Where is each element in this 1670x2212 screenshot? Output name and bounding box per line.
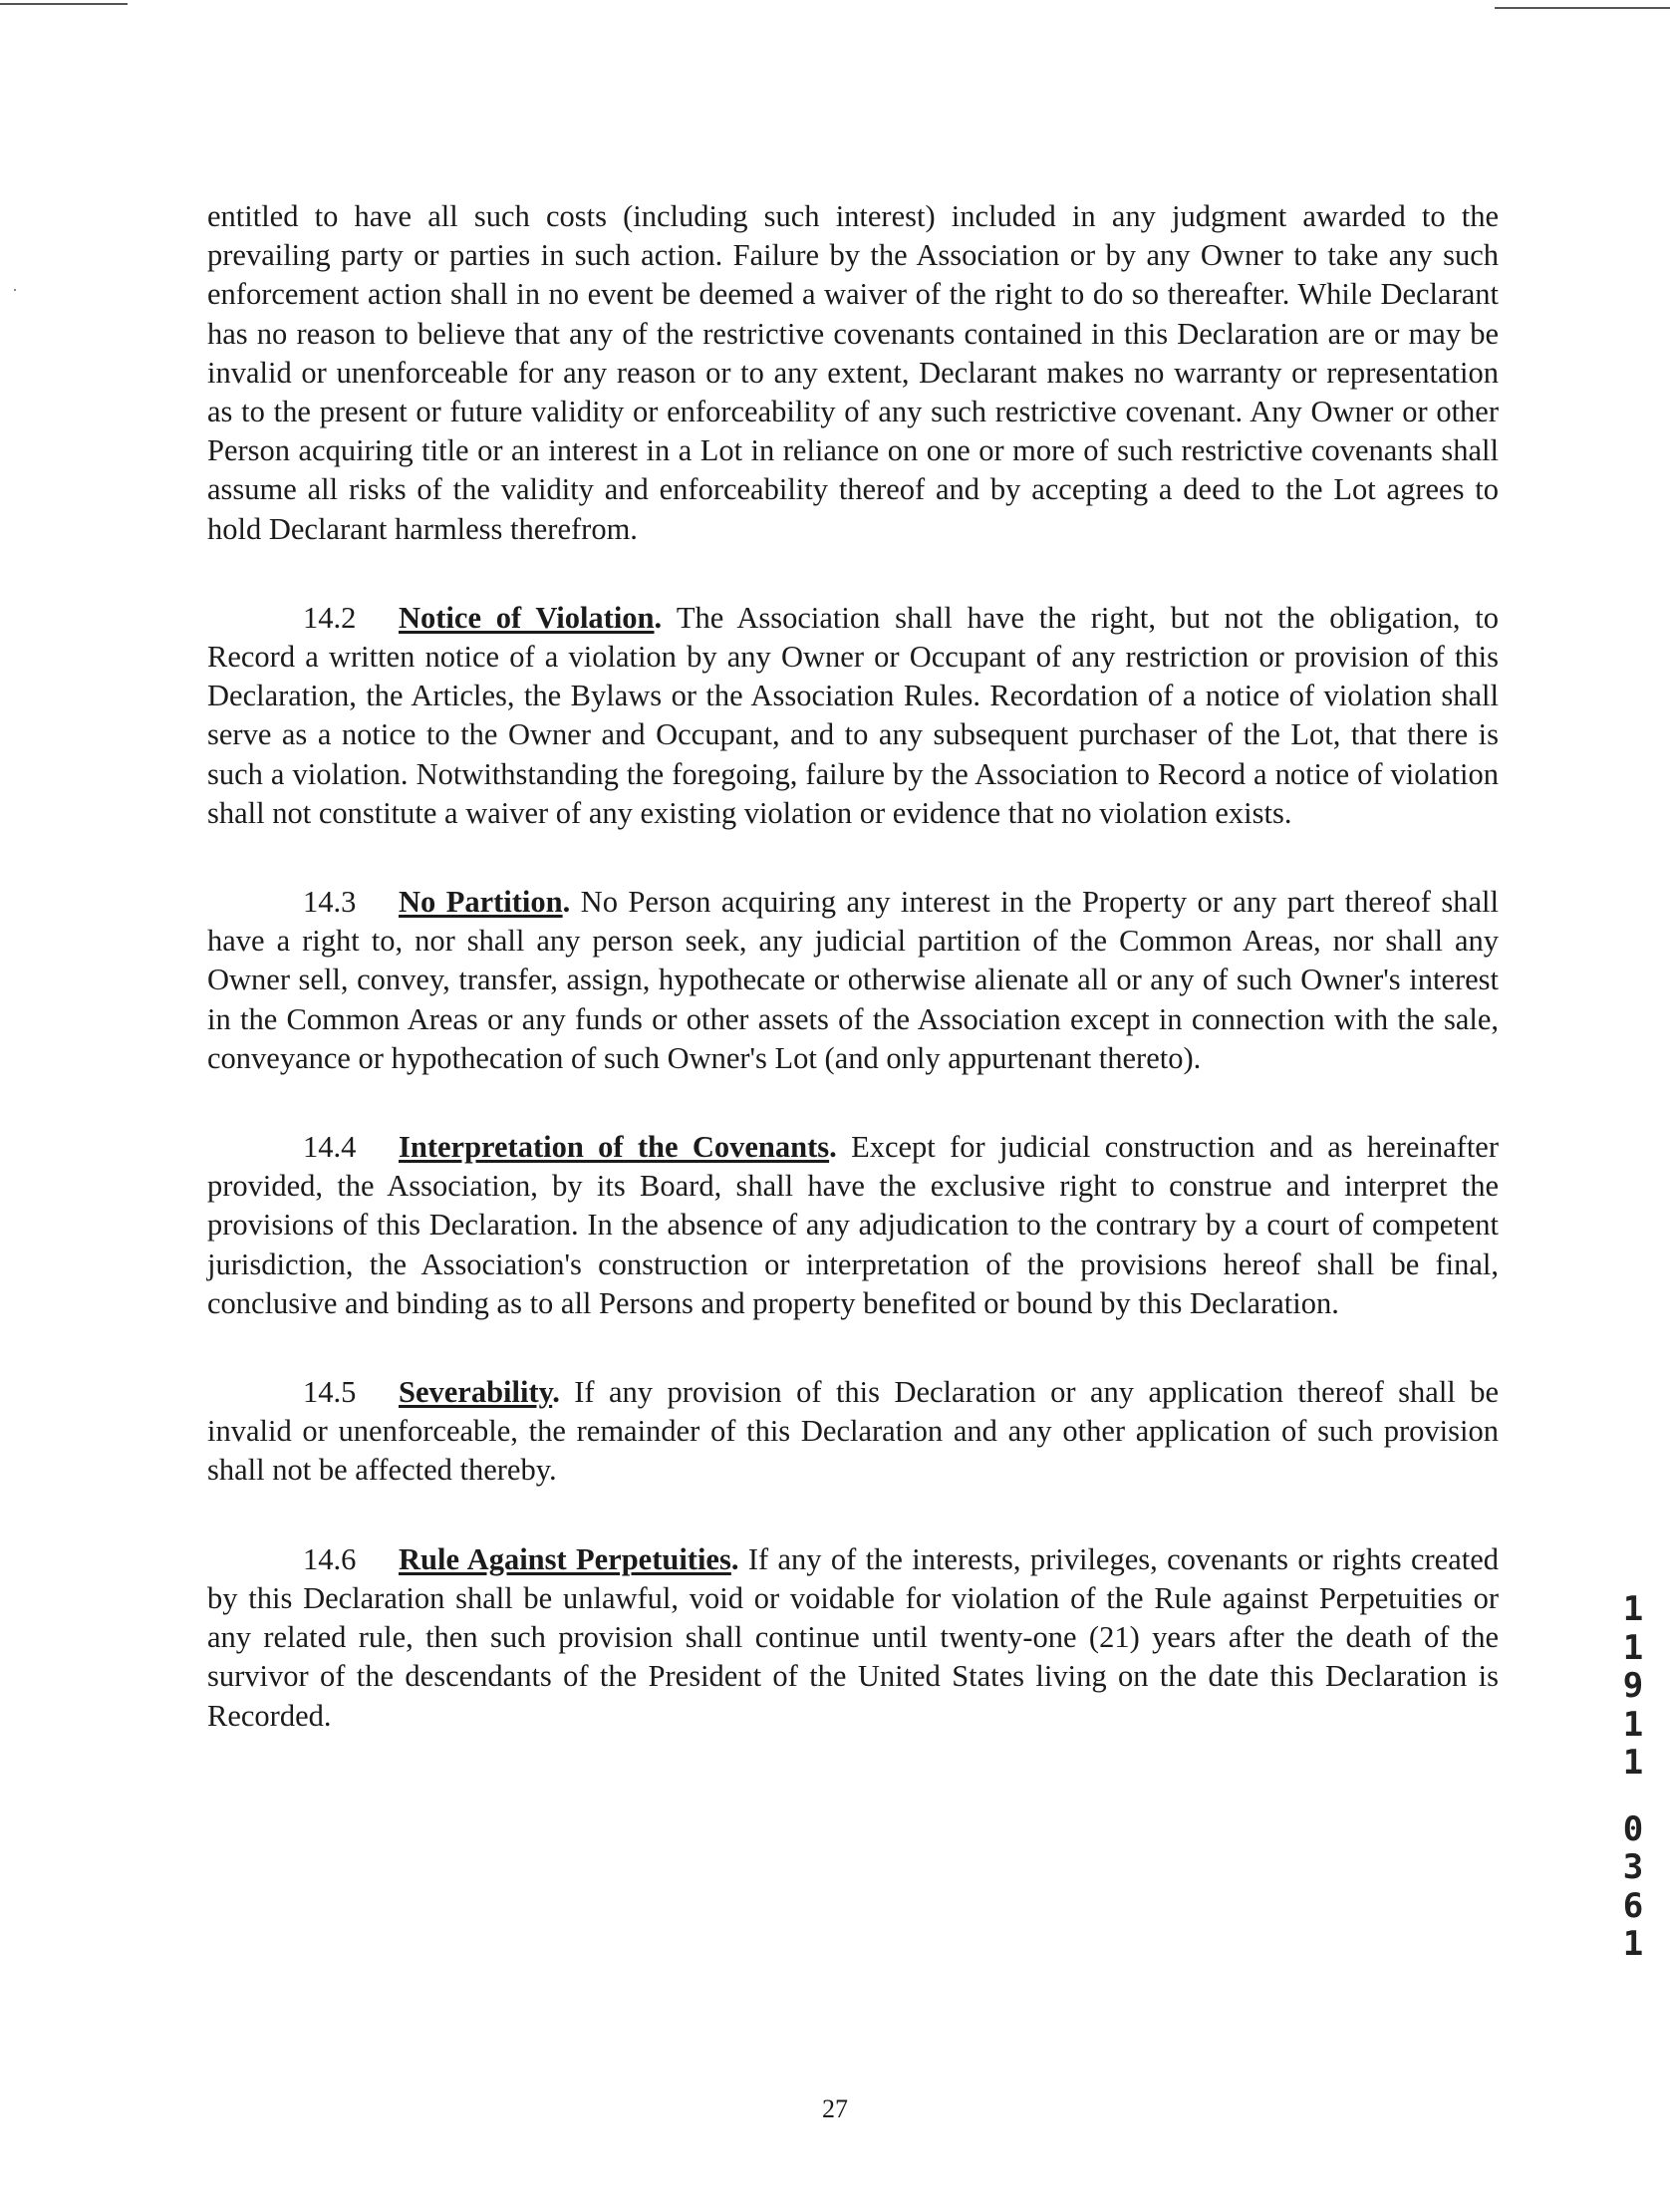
- scan-speck: [14, 289, 16, 291]
- section-14-2: 14.2 Notice of Violation. The Association shall have the right, but not the obligation, to Record a written notice of a violation by any Owner or Occupant of any restriction or provision of this Declaration, the Articles, the Bylaws or the Association Rules. Recordation of a notice of violation shall serve as a notice to the Owner and Occupant, and to any subsequent purchaser of the Lot, that there is such a violation. Notwithstanding the foregoing, failure by the Association to Record a notice of violation shall not constitute a waiver of any existing violation or evidence that no violation exists.: [207, 600, 1499, 830]
- continuation-paragraph: entitled to have all such costs (including such interest) included in any judgment awarded to the prevailing party or parties in such action. Failure by the Association or by any Owner to take any such enforcement action shall in no event be deemed a waiver of the right to do so thereafter. While Declarant has no reason to believe that any of the restrictive covenants contained in this Declaration are or may be invalid or unenforceable for any reason or to any extent, Declarant makes no warranty or representation as to the present or future validity or enforceability of any such restrictive covenant. Any Owner or other Person acquiring title or an interest in a Lot in reliance on one or more of such restrictive covenants shall assume all risks of the validity and enforceability thereof and by accepting a deed to the Lot agrees to hold Declarant harmless therefrom.: [207, 199, 1499, 546]
- stamp-digit: 1: [1622, 1743, 1644, 1783]
- top-left-rule: [0, 3, 128, 5]
- recording-stamp: [1618, 1590, 1648, 1964]
- section-number: 14.5: [303, 1375, 357, 1410]
- section-number: 14.3: [303, 885, 357, 920]
- stamp-digit: 0: [1622, 1808, 1644, 1849]
- stamp-digit: 6: [1622, 1885, 1644, 1926]
- document-body: [207, 197, 1499, 1786]
- section-14-3: 14.3 No Partition. No Person acquiring any interest in the Property or any part thereof shall have a right to, nor shall any person seek, any judicial partition of the Common Areas, nor shall any Owner sell, convey, transfer, assign, hypothecate or otherwise alienate all or any of such Owner's interest in the Common Areas or any funds or other assets of the Association except in connection with the sale, conveyance or hypothecation of such Owner's Lot (and only appurtenant thereto).: [207, 885, 1499, 1075]
- page-number: 27: [822, 2094, 848, 2123]
- section-14-6: 14.6 Rule Against Perpetuities. If any of the interests, privileges, covenants or rights created by this Declaration shall be unlawful, void or voidable for violation of the Rule against Perpetuities or any related rule, then such provision shall continue until twenty-one (21) years after the death of the survivor of the descendants of the President of the United States living on the date this Declaration is Recorded.: [207, 1541, 1499, 1733]
- section-title: Rule Against Perpetuities: [399, 1541, 731, 1576]
- section-number: 14.2: [303, 600, 357, 635]
- section-number: 14.4: [303, 1130, 357, 1165]
- section-title: Interpretation of the Covenants: [399, 1130, 830, 1165]
- stamp-digit: 1: [1622, 1627, 1644, 1668]
- section-number: 14.6: [303, 1541, 357, 1576]
- section-text: No Person acquiring any interest in the Property or any part thereof shall have a right to, nor shall any person seek, any judicial partition of the Common Areas, nor shall any Owner sell, convey, transfer, assign, hypothecate or otherwise alienate all or any of such Owner's interest in the Common Areas or any funds or other assets of the Association except in connection with the sale, conveyance or hypothecation of such Owner's Lot (and only appurtenant thereto).: [207, 885, 1499, 1075]
- section-title: Notice of Violation: [399, 600, 655, 635]
- stamp-digit: 3: [1622, 1847, 1644, 1887]
- section-text: If any of the interests, privileges, covenants or rights created by this Declaration shall be unlawful, void or voidable for violation of the Rule against Perpetuities or any related rule, then such provision shall continue until twenty-one (21) years after the death of the survivor of the descendants of the President of the United States living on the date this Declaration is Recorded.: [207, 1541, 1499, 1733]
- stamp-digit: 1: [1622, 1589, 1644, 1629]
- stamp-gap: [1618, 1783, 1648, 1810]
- section-text: The Association shall have the right, but not the obligation, to Record a written notice of a violation by any Owner or Occupant of any restriction or provision of this Declaration, the Articles, the Bylaws or the Association Rules. Recordation of a notice of violation shall serve as a notice to the Owner and Occupant, and to any subsequent purchaser of the Lot, that there is such a violation. Notwithstanding the foregoing, failure by the Association to Record a notice of violation shall not constitute a waiver of any existing violation or evidence that no violation exists.: [207, 600, 1499, 830]
- section-14-5: 14.5 Severability. If any provision of this Declaration or any application thereof shall be invalid or unenforceable, the remainder of this Declaration and any other application of such provision shall not be affected thereby.: [207, 1375, 1499, 1488]
- stamp-digit: 1: [1622, 1704, 1644, 1745]
- section-title: No Partition: [399, 885, 563, 920]
- section-text: Except for judicial construction and as hereinafter provided, the Association, by its Board, shall have the exclusive right to construe and interpret the provisions of this Declaration. In the absence of any adjudication to the contrary by a court of competent jurisdiction, the Association's construction or interpretation of the provisions hereof shall be final, conclusive and binding as to all Persons and property benefited or bound by this Declaration.: [207, 1130, 1499, 1320]
- section-title: Severability: [399, 1375, 553, 1410]
- top-right-rule: [1495, 7, 1670, 9]
- section-text: If any provision of this Declaration or any application thereof shall be invalid or unenforceable, the remainder of this Declaration and any other application of such provision shall not be affected thereby.: [207, 1375, 1499, 1488]
- stamp-digit: 1: [1622, 1924, 1644, 1964]
- section-14-4: 14.4 Interpretation of the Covenants. Except for judicial construction and as hereinafter provided, the Association, by its Board, shall have the exclusive right to construe and interpret the provisions of this Declaration. In the absence of any adjudication to the contrary by a court of competent jurisdiction, the Association's construction or interpretation of the provisions hereof shall be final, conclusive and binding as to all Persons and property benefited or bound by this Declaration.: [207, 1130, 1499, 1320]
- stamp-digit: 9: [1622, 1666, 1644, 1706]
